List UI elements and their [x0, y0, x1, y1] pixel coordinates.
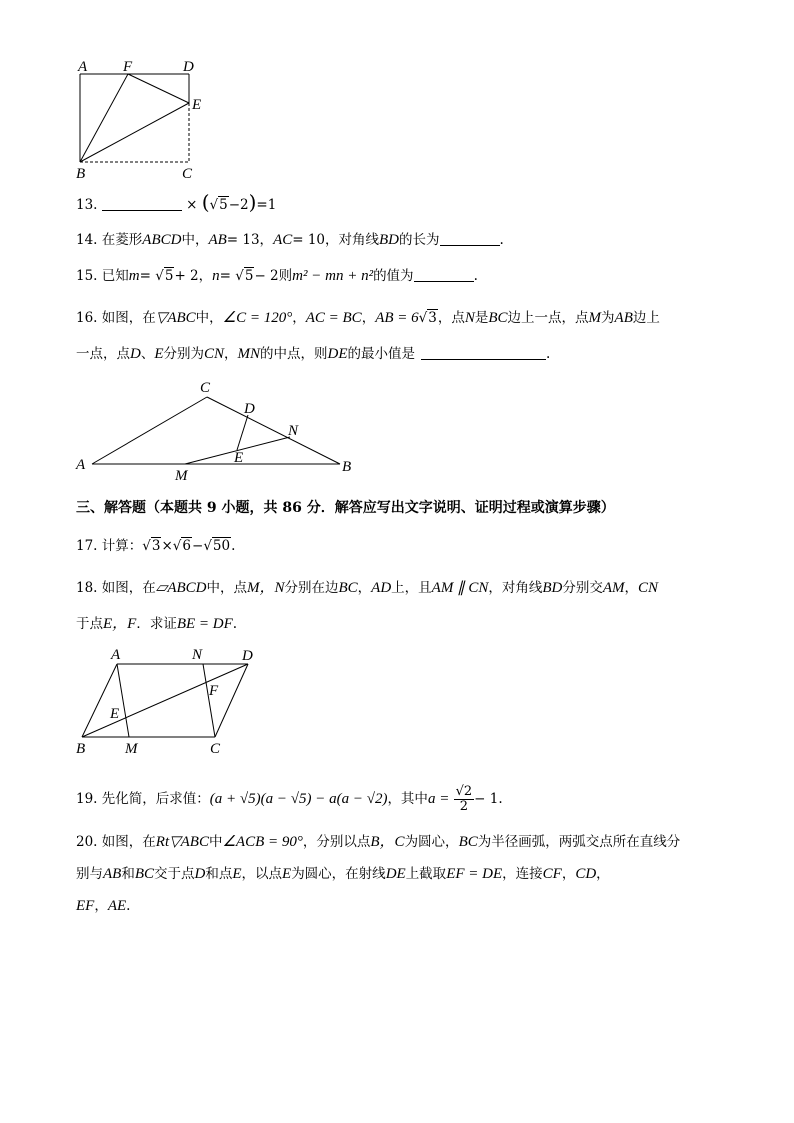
question-18-line2 [76, 615, 237, 633]
q18-mn: M，N [246, 580, 285, 596]
q16-text8: 一点，点 [76, 346, 130, 362]
q20-comma1: ， [561, 866, 576, 882]
q16-text10: 分别为 [163, 346, 205, 362]
q15-text3: 的值为 [373, 268, 414, 284]
figure-rectangle [70, 56, 220, 181]
q18-comma2: ， [624, 580, 639, 596]
q16-period: . [546, 346, 551, 362]
q20-e: E [232, 866, 242, 882]
label-c: C [200, 380, 211, 396]
q16-ab-side: AB [614, 310, 633, 326]
segment-ac [92, 397, 207, 464]
q20-comma2: ， [596, 866, 610, 882]
q16-answer-blank[interactable] [421, 345, 546, 360]
q17-period: . [231, 538, 236, 554]
q19-denominator: 2 [459, 799, 469, 814]
q20-ae: AE [107, 898, 127, 914]
question-20-line3 [76, 897, 130, 915]
q20-text9: 和点 [205, 866, 233, 882]
q15-period: . [473, 268, 478, 284]
q18-bc: BC [338, 580, 358, 596]
q18-text7: 于点 [76, 616, 103, 632]
q18-number: 18. [76, 580, 98, 596]
q20-text2: 中 [208, 834, 223, 850]
q17-radicand2: 6 [182, 538, 191, 554]
q16-text1: 如图，在 [101, 310, 156, 326]
q17-number: 17. [76, 538, 98, 554]
q20-text10: ，以点 [241, 866, 283, 882]
q14-text2: 中， [181, 232, 209, 248]
question-17: 17. 计算：√3×√6−√50. [76, 538, 236, 554]
q20-text8: 交于点 [154, 866, 195, 882]
label-a: A [76, 457, 86, 473]
q13-answer-blank[interactable] [102, 196, 182, 211]
q14-ab: AB [208, 232, 227, 248]
label-b: B [76, 741, 86, 757]
q20-text13: ，连接 [502, 866, 543, 882]
q18-text2: 中，点 [206, 580, 247, 596]
q20-text6: 别与 [76, 866, 103, 882]
q15-number: 15. [76, 268, 98, 284]
label-d: D [244, 401, 255, 417]
q14-ac-val: = 10 [292, 232, 326, 248]
q20-d: D [194, 866, 206, 882]
q18-claim: BE = DF [176, 616, 233, 632]
question-16-line1: 16. 如图，在▽ABC中，∠C = 120°，AC = BC，AB = 6√3，点N是BC边上一点，点M为AB边上 [76, 310, 660, 326]
q20-ab: AB [103, 866, 122, 882]
q20-text5: 为半径画弧，两弧交点所在直线分 [477, 834, 681, 850]
q16-e: E [154, 346, 164, 362]
q17-minus: − [192, 538, 204, 554]
q20-text7: 和 [121, 866, 135, 882]
q15-eq2: = [219, 268, 236, 284]
q16-comma1: ， [292, 310, 306, 326]
q14-answer-blank[interactable] [440, 231, 500, 246]
q14-text4: 的长为 [399, 232, 440, 248]
q19-fraction [454, 785, 475, 814]
q19-text2: ，其中 [387, 791, 428, 807]
question-19 [76, 784, 503, 814]
figure-parallelogram [70, 640, 270, 762]
q13-number: 13. [76, 197, 98, 213]
section-3-title: 三、解答题（本题共 9 小题，共 86 分．解答应写出文字说明、证明过程或演算步骤） [76, 500, 615, 516]
q20-text4: 为圆心， [404, 834, 459, 850]
question-20-line1 [76, 833, 680, 851]
q13-times: × [186, 197, 198, 213]
q18-text8: ．求证 [136, 616, 177, 632]
label-n: N [192, 647, 203, 663]
q16-radicand: 3 [428, 310, 437, 326]
q18-ad: AD [371, 580, 392, 596]
q16-text12: 的中点，则 [260, 346, 328, 362]
q20-ef-seg: EF [76, 898, 95, 914]
segment-ab [82, 664, 120, 737]
q15-radicand2: 5 [244, 268, 254, 284]
q15-text: 已知 [101, 268, 129, 284]
q20-ef: EF = DE [446, 866, 503, 882]
q20-e2: E [282, 866, 292, 882]
label-e: E [234, 450, 244, 466]
q18-text1: 如图，在 [101, 580, 156, 596]
label-f: F [209, 683, 219, 699]
label-b: B [76, 166, 86, 181]
label-a: A [78, 59, 88, 75]
q18-text6: 分别交 [562, 580, 603, 596]
q18-text5: ，对角线 [488, 580, 543, 596]
q14-bd: BD [379, 232, 400, 248]
q16-de: DE [327, 346, 348, 362]
q13-radicand: 5 [219, 197, 228, 213]
q17-radicand3: 50 [212, 538, 231, 554]
q20-text1: 如图，在 [101, 834, 156, 850]
q18-cn: CN [638, 580, 659, 596]
q15-answer-blank[interactable] [414, 267, 474, 282]
q18-ef: E，F [103, 616, 137, 632]
q14-abcd: ABCD [142, 232, 182, 248]
q14-text3: ，对角线 [325, 232, 380, 248]
segment-bd [82, 664, 248, 737]
q19-number: 19. [76, 791, 98, 807]
q19-minus-one: − 1 [474, 791, 499, 807]
q16-text7: 边上 [632, 310, 660, 326]
q20-number: 20. [76, 834, 98, 850]
q13-equals-one: =1 [256, 197, 277, 213]
q19-a: a = [427, 791, 450, 807]
q19-numerator: √2 [455, 784, 473, 799]
q16-text6: 为 [601, 310, 615, 326]
q16-d: D [130, 346, 141, 362]
q16-angle: ∠C = 120° [222, 310, 293, 326]
q14-text: 在菱形 [101, 232, 143, 248]
q14-ab-val: = 13， [226, 232, 274, 248]
q18-am: AM [602, 580, 625, 596]
label-e: E [110, 706, 120, 722]
label-f: F [123, 59, 133, 75]
q20-cd: CD [575, 866, 597, 882]
q20-text3: ，分别以点 [302, 834, 371, 850]
q20-right-triangle: Rt▽ABC [155, 834, 209, 850]
segment-cn [203, 664, 215, 737]
q13-minus-two: −2 [228, 197, 249, 213]
q20-text11: 为圆心，在射线 [291, 866, 386, 882]
label-n: N [288, 423, 299, 439]
q16-bc: BC [488, 310, 508, 326]
section-3-heading [76, 499, 615, 517]
q16-m: M [588, 310, 602, 326]
q20-comma3: ， [94, 898, 108, 914]
question-20-line2 [76, 865, 610, 883]
q18-parallelogram: ▱ABCD [155, 580, 207, 596]
q20-text12: 上截取 [405, 866, 447, 882]
q14-period: . [499, 232, 504, 248]
q17-times: × [161, 538, 173, 554]
label-d: D [242, 648, 253, 664]
q19-text: 先化简，后求值： [101, 791, 210, 807]
q16-mn: MN [237, 346, 261, 362]
question-13: 13. × (√5−2)=1 [76, 190, 277, 214]
q20-cf: CF [542, 866, 562, 882]
label-m: M [175, 468, 188, 484]
q14-ac: AC [273, 232, 293, 248]
q16-cn: CN [204, 346, 225, 362]
q18-period: . [232, 616, 238, 632]
q20-angle: ∠ACB = 90° [222, 834, 303, 850]
q16-triangle: ▽ABC [155, 310, 196, 326]
q16-text2: 中， [195, 310, 223, 326]
q15-eq1: = [139, 268, 156, 284]
question-18-line1 [76, 579, 658, 597]
q15-m: m [128, 268, 140, 284]
q18-text3: 分别在边 [284, 580, 339, 596]
question-15: 15. 已知m= √5+ 2，n= √5− 2则m² − mn + n²的值为 . [76, 268, 478, 284]
q19-period: . [498, 791, 503, 807]
q15-then: 则 [278, 268, 293, 284]
q17-radicand1: 3 [151, 538, 161, 554]
q20-bc: BC [134, 866, 154, 882]
q16-text9: 、 [140, 346, 155, 362]
label-d: D [183, 59, 194, 75]
q16-text11: ， [224, 346, 238, 362]
label-b: B [342, 459, 352, 475]
figure-triangle [70, 372, 370, 484]
label-c: C [210, 741, 221, 757]
q16-comma2: ， [361, 310, 376, 326]
q16-text5: 边上一点，点 [507, 310, 589, 326]
q16-text13: 的最小值是 [347, 346, 416, 362]
segment-am [117, 664, 129, 737]
q19-expression: (a + √5)(a − √5) − a(a − √2) [209, 791, 388, 807]
q20-period: . [126, 898, 131, 914]
q18-parallel: AM ∥ CN [431, 580, 489, 596]
q15-minus2: − 2 [254, 268, 279, 284]
q16-number: 16. [76, 310, 98, 326]
q16-equal-sides: AC = BC [305, 310, 362, 326]
q16-text3: ，点 [437, 310, 465, 326]
q15-radicand1: 5 [164, 268, 174, 284]
q20-bc-radius: BC [458, 834, 478, 850]
segment-de [237, 415, 248, 450]
q20-bc-points: B，C [370, 834, 405, 850]
q14-number: 14. [76, 232, 98, 248]
q15-plus2: + 2， [174, 268, 213, 284]
segment-cb [207, 397, 340, 464]
q15-expression: m² − mn + n² [292, 268, 374, 284]
q18-bd: BD [542, 580, 563, 596]
label-a: A [111, 647, 121, 663]
q18-text4: 上，且 [391, 580, 432, 596]
label-m: M [125, 741, 138, 757]
question-14 [76, 231, 504, 249]
label-e: E [192, 97, 202, 113]
label-c: C [182, 166, 193, 181]
question-16-line2 [76, 345, 550, 363]
q20-de: DE [385, 866, 406, 882]
q18-comma1: ， [357, 580, 372, 596]
q16-n: N [464, 310, 475, 326]
q17-text: 计算： [101, 538, 143, 554]
q16-ab: AB = 6 [375, 310, 419, 326]
segment-dc [215, 664, 248, 737]
q16-text4: 是 [474, 310, 489, 326]
segment-fe [128, 74, 189, 103]
q15-n: n [212, 268, 220, 284]
